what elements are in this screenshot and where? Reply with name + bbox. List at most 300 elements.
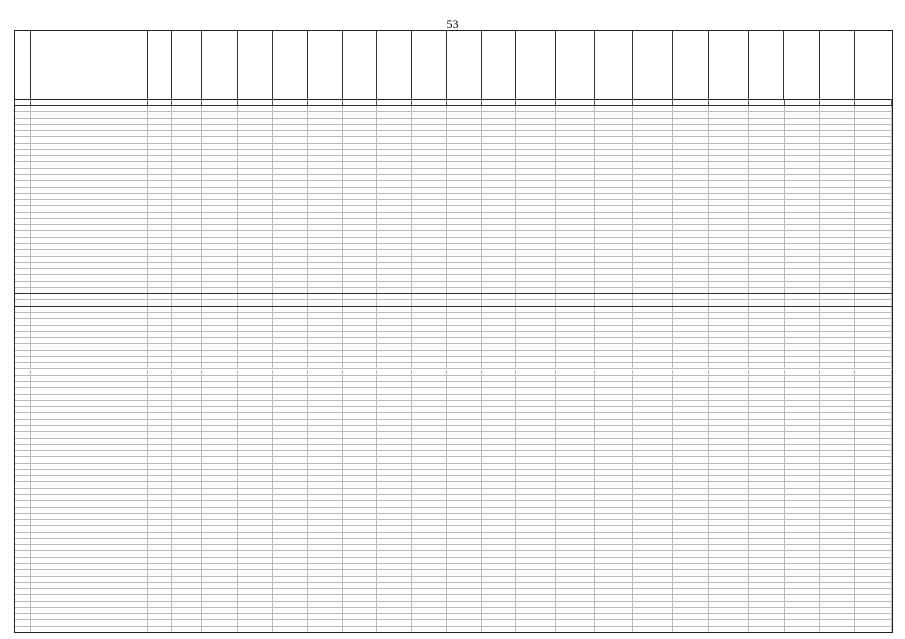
table-cell — [482, 627, 516, 632]
table-cell — [482, 162, 516, 167]
column-number-cell — [709, 99, 749, 105]
table-cell — [377, 451, 412, 456]
table-cell — [482, 131, 516, 136]
table-cell — [595, 388, 633, 393]
table-cell — [785, 131, 821, 136]
table-cell — [148, 482, 172, 487]
table-cell — [377, 194, 412, 199]
table-cell — [855, 175, 892, 180]
table-cell — [595, 106, 633, 111]
table-cell — [516, 119, 556, 124]
table-cell — [343, 275, 378, 280]
table-cell — [172, 175, 202, 180]
table-cell — [202, 370, 238, 375]
table-cell — [31, 501, 148, 506]
table-cell — [516, 602, 556, 607]
table-cell — [238, 564, 273, 569]
table-cell — [556, 194, 596, 199]
table-cell — [31, 169, 148, 174]
table-cell — [709, 620, 749, 625]
table-cell — [673, 131, 709, 136]
table-cell — [855, 464, 892, 469]
table-cell — [447, 476, 482, 481]
header-cell — [343, 31, 378, 99]
table-cell — [148, 200, 172, 205]
table-cell — [482, 539, 516, 544]
table-cell — [482, 451, 516, 456]
table-cell — [516, 351, 556, 356]
table-cell — [633, 213, 673, 218]
table-cell — [673, 144, 709, 149]
table-cell — [673, 225, 709, 230]
table-cell — [447, 307, 482, 312]
table-cell — [820, 106, 855, 111]
table-cell — [482, 282, 516, 287]
table-cell — [447, 250, 482, 255]
table-cell — [633, 150, 673, 155]
table-cell — [202, 551, 238, 556]
table-cell — [15, 269, 31, 274]
table-cell — [516, 401, 556, 406]
table-cell — [412, 501, 447, 506]
table-cell — [412, 570, 447, 575]
table-cell — [148, 363, 172, 368]
table-cell — [377, 627, 412, 632]
table-cell — [202, 470, 238, 475]
table-cell — [308, 602, 343, 607]
table-cell — [343, 388, 378, 393]
table-cell — [855, 627, 892, 632]
table-cell — [31, 351, 148, 356]
table-cell — [820, 357, 855, 362]
table-cell — [15, 407, 31, 412]
table-cell — [785, 238, 821, 243]
table-cell — [556, 570, 596, 575]
table-cell — [202, 112, 238, 117]
table-cell — [673, 620, 709, 625]
table-cell — [709, 219, 749, 224]
table-cell — [633, 338, 673, 343]
table-cell — [172, 426, 202, 431]
table-cell — [202, 213, 238, 218]
table-cell — [482, 338, 516, 343]
table-cell — [308, 489, 343, 494]
header-cell — [172, 31, 202, 99]
table-cell — [15, 294, 31, 299]
table-cell — [709, 533, 749, 538]
table-cell — [15, 551, 31, 556]
table-cell — [238, 131, 273, 136]
table-cell — [820, 257, 855, 262]
table-cell — [855, 520, 892, 525]
table-cell — [273, 326, 308, 331]
table-cell — [15, 608, 31, 613]
table-cell — [709, 520, 749, 525]
table-cell — [482, 231, 516, 236]
table-cell — [31, 608, 148, 613]
table-cell — [148, 332, 172, 337]
table-cell — [633, 533, 673, 538]
table-cell — [633, 551, 673, 556]
table-cell — [709, 231, 749, 236]
table-cell — [709, 382, 749, 387]
table-cell — [343, 175, 378, 180]
table-cell — [202, 620, 238, 625]
table-cell — [377, 583, 412, 588]
table-cell — [412, 326, 447, 331]
table-cell — [749, 439, 785, 444]
table-cell — [412, 194, 447, 199]
table-cell — [633, 282, 673, 287]
table-cell — [820, 213, 855, 218]
table-cell — [785, 294, 821, 299]
table-cell — [308, 294, 343, 299]
table-cell — [238, 520, 273, 525]
column-number-cell — [238, 99, 273, 105]
table-cell — [785, 219, 821, 224]
table-cell — [31, 602, 148, 607]
table-cell — [633, 288, 673, 293]
table-cell — [31, 476, 148, 481]
table-cell — [785, 539, 821, 544]
table-cell — [202, 526, 238, 531]
table-cell — [820, 326, 855, 331]
table-cell — [633, 407, 673, 412]
table-cell — [308, 382, 343, 387]
table-cell — [785, 545, 821, 550]
table-cell — [855, 162, 892, 167]
table-cell — [377, 175, 412, 180]
table-cell — [673, 577, 709, 582]
table-cell — [820, 451, 855, 456]
table-cell — [785, 489, 821, 494]
table-cell — [709, 194, 749, 199]
table-cell — [377, 219, 412, 224]
table-cell — [447, 181, 482, 186]
table-cell — [172, 137, 202, 142]
table-cell — [749, 344, 785, 349]
table-cell — [855, 501, 892, 506]
table-cell — [343, 432, 378, 437]
table-cell — [148, 169, 172, 174]
table-cell — [556, 231, 596, 236]
table-cell — [273, 595, 308, 600]
table-cell — [238, 288, 273, 293]
table-cell — [202, 263, 238, 268]
table-cell — [749, 125, 785, 130]
table-cell — [820, 602, 855, 607]
table-cell — [377, 181, 412, 186]
table-cell — [273, 169, 308, 174]
table-cell — [673, 307, 709, 312]
header-cell — [855, 31, 892, 99]
table-cell — [31, 376, 148, 381]
table-cell — [855, 219, 892, 224]
table-cell — [556, 545, 596, 550]
table-cell — [516, 370, 556, 375]
table-cell — [172, 269, 202, 274]
table-cell — [238, 495, 273, 500]
table-cell — [595, 401, 633, 406]
table-cell — [238, 457, 273, 462]
column-number-cell — [556, 99, 596, 105]
table-cell — [273, 395, 308, 400]
table-cell — [148, 614, 172, 619]
table-cell — [516, 470, 556, 475]
table-cell — [855, 570, 892, 575]
table-cell — [447, 533, 482, 538]
table-cell — [343, 351, 378, 356]
table-cell — [749, 307, 785, 312]
table-cell — [673, 250, 709, 255]
table-cell — [31, 294, 148, 299]
table-cell — [673, 464, 709, 469]
table-cell — [308, 357, 343, 362]
table-cell — [148, 526, 172, 531]
table-cell — [15, 206, 31, 211]
table-cell — [308, 608, 343, 613]
table-cell — [343, 244, 378, 249]
table-cell — [709, 564, 749, 569]
table-cell — [749, 219, 785, 224]
table-cell — [273, 558, 308, 563]
table-cell — [308, 282, 343, 287]
table-cell — [749, 558, 785, 563]
table-cell — [172, 275, 202, 280]
table-cell — [15, 370, 31, 375]
table-cell — [238, 445, 273, 450]
table-cell — [556, 344, 596, 349]
table-cell — [377, 313, 412, 318]
table-cell — [308, 137, 343, 142]
table-cell — [31, 432, 148, 437]
table-cell — [238, 363, 273, 368]
table-cell — [633, 225, 673, 230]
table-cell — [148, 464, 172, 469]
table-cell — [308, 539, 343, 544]
table-cell — [172, 501, 202, 506]
table-cell — [785, 388, 821, 393]
table-cell — [556, 162, 596, 167]
table-cell — [447, 520, 482, 525]
table-cell — [377, 395, 412, 400]
table-cell — [709, 119, 749, 124]
table-cell — [447, 627, 482, 632]
table-cell — [31, 231, 148, 236]
table-cell — [633, 144, 673, 149]
table-cell — [238, 137, 273, 142]
table-cell — [749, 395, 785, 400]
table-cell — [820, 533, 855, 538]
table-cell — [855, 332, 892, 337]
table-cell — [749, 564, 785, 569]
table-cell — [482, 307, 516, 312]
table-cell — [238, 583, 273, 588]
table-cell — [820, 614, 855, 619]
table-cell — [749, 470, 785, 475]
table-cell — [482, 495, 516, 500]
table-cell — [516, 526, 556, 531]
table-cell — [202, 106, 238, 111]
table-cell — [785, 344, 821, 349]
table-cell — [516, 407, 556, 412]
table-cell — [412, 407, 447, 412]
table-cell — [785, 464, 821, 469]
table-cell — [749, 294, 785, 299]
table-cell — [238, 307, 273, 312]
table-cell — [709, 445, 749, 450]
table-cell — [673, 602, 709, 607]
table-cell — [412, 533, 447, 538]
table-cell — [31, 194, 148, 199]
table-cell — [202, 162, 238, 167]
table-cell — [273, 401, 308, 406]
table-cell — [673, 501, 709, 506]
table-cell — [15, 420, 31, 425]
table-cell — [556, 269, 596, 274]
table-cell — [273, 200, 308, 205]
table-cell — [820, 558, 855, 563]
table-cell — [377, 106, 412, 111]
table-cell — [749, 577, 785, 582]
table-cell — [820, 181, 855, 186]
table-cell — [447, 188, 482, 193]
table-cell — [633, 162, 673, 167]
table-cell — [308, 451, 343, 456]
table-cell — [202, 445, 238, 450]
table-cell — [749, 457, 785, 462]
table-cell — [412, 238, 447, 243]
table-cell — [482, 175, 516, 180]
table-cell — [749, 131, 785, 136]
header-cell — [749, 31, 785, 99]
table-cell — [633, 106, 673, 111]
table-cell — [447, 489, 482, 494]
table-cell — [308, 564, 343, 569]
table-cell — [516, 269, 556, 274]
table-cell — [148, 551, 172, 556]
table-cell — [749, 539, 785, 544]
table-cell — [820, 162, 855, 167]
table-cell — [633, 188, 673, 193]
table-cell — [202, 357, 238, 362]
table-cell — [673, 451, 709, 456]
table-cell — [556, 482, 596, 487]
table-cell — [273, 181, 308, 186]
table-cell — [377, 533, 412, 538]
table-cell — [709, 489, 749, 494]
table-cell — [820, 344, 855, 349]
table-cell — [785, 137, 821, 142]
table-cell — [595, 131, 633, 136]
header-cell — [447, 31, 482, 99]
table-cell — [172, 382, 202, 387]
table-cell — [673, 470, 709, 475]
table-cell — [673, 357, 709, 362]
table-cell — [273, 370, 308, 375]
table-cell — [447, 482, 482, 487]
table-cell — [785, 175, 821, 180]
table-cell — [516, 577, 556, 582]
table-cell — [15, 307, 31, 312]
table-cell — [673, 627, 709, 632]
table-cell — [412, 219, 447, 224]
table-cell — [148, 539, 172, 544]
table-cell — [556, 263, 596, 268]
table-cell — [202, 282, 238, 287]
table-cell — [172, 219, 202, 224]
table-cell — [308, 476, 343, 481]
table-cell — [516, 489, 556, 494]
table-cell — [412, 112, 447, 117]
table-cell — [273, 627, 308, 632]
table-cell — [709, 470, 749, 475]
table-cell — [238, 125, 273, 130]
table-cell — [148, 439, 172, 444]
table-cell — [749, 627, 785, 632]
table-cell — [556, 589, 596, 594]
table-cell — [749, 533, 785, 538]
table-cell — [482, 137, 516, 142]
table-cell — [633, 445, 673, 450]
table-cell — [308, 231, 343, 236]
table-cell — [633, 577, 673, 582]
table-cell — [238, 439, 273, 444]
table-cell — [172, 307, 202, 312]
table-cell — [595, 526, 633, 531]
table-cell — [273, 482, 308, 487]
table-cell — [820, 225, 855, 230]
table-cell — [15, 313, 31, 318]
table-cell — [820, 564, 855, 569]
header-cell — [482, 31, 516, 99]
table-cell — [749, 426, 785, 431]
table-cell — [482, 125, 516, 130]
table-cell — [595, 514, 633, 519]
table-cell — [238, 319, 273, 324]
table-cell — [172, 250, 202, 255]
table-cell — [15, 231, 31, 236]
table-cell — [709, 357, 749, 362]
table-cell — [855, 420, 892, 425]
table-cell — [673, 413, 709, 418]
table-cell — [447, 112, 482, 117]
table-cell — [855, 225, 892, 230]
table-cell — [820, 250, 855, 255]
table-cell — [343, 439, 378, 444]
table-cell — [172, 451, 202, 456]
table-cell — [516, 125, 556, 130]
table-cell — [556, 307, 596, 312]
table-cell — [202, 457, 238, 462]
table-cell — [447, 413, 482, 418]
table-cell — [749, 150, 785, 155]
table-cell — [31, 363, 148, 368]
table-cell — [820, 376, 855, 381]
table-cell — [820, 545, 855, 550]
table-cell — [673, 119, 709, 124]
table-cell — [709, 558, 749, 563]
table-cell — [202, 495, 238, 500]
table-cell — [31, 244, 148, 249]
table-cell — [202, 514, 238, 519]
table-cell — [785, 614, 821, 619]
table-cell — [820, 125, 855, 130]
table-cell — [343, 156, 378, 161]
table-cell — [673, 608, 709, 613]
table-cell — [447, 351, 482, 356]
table-cell — [633, 620, 673, 625]
